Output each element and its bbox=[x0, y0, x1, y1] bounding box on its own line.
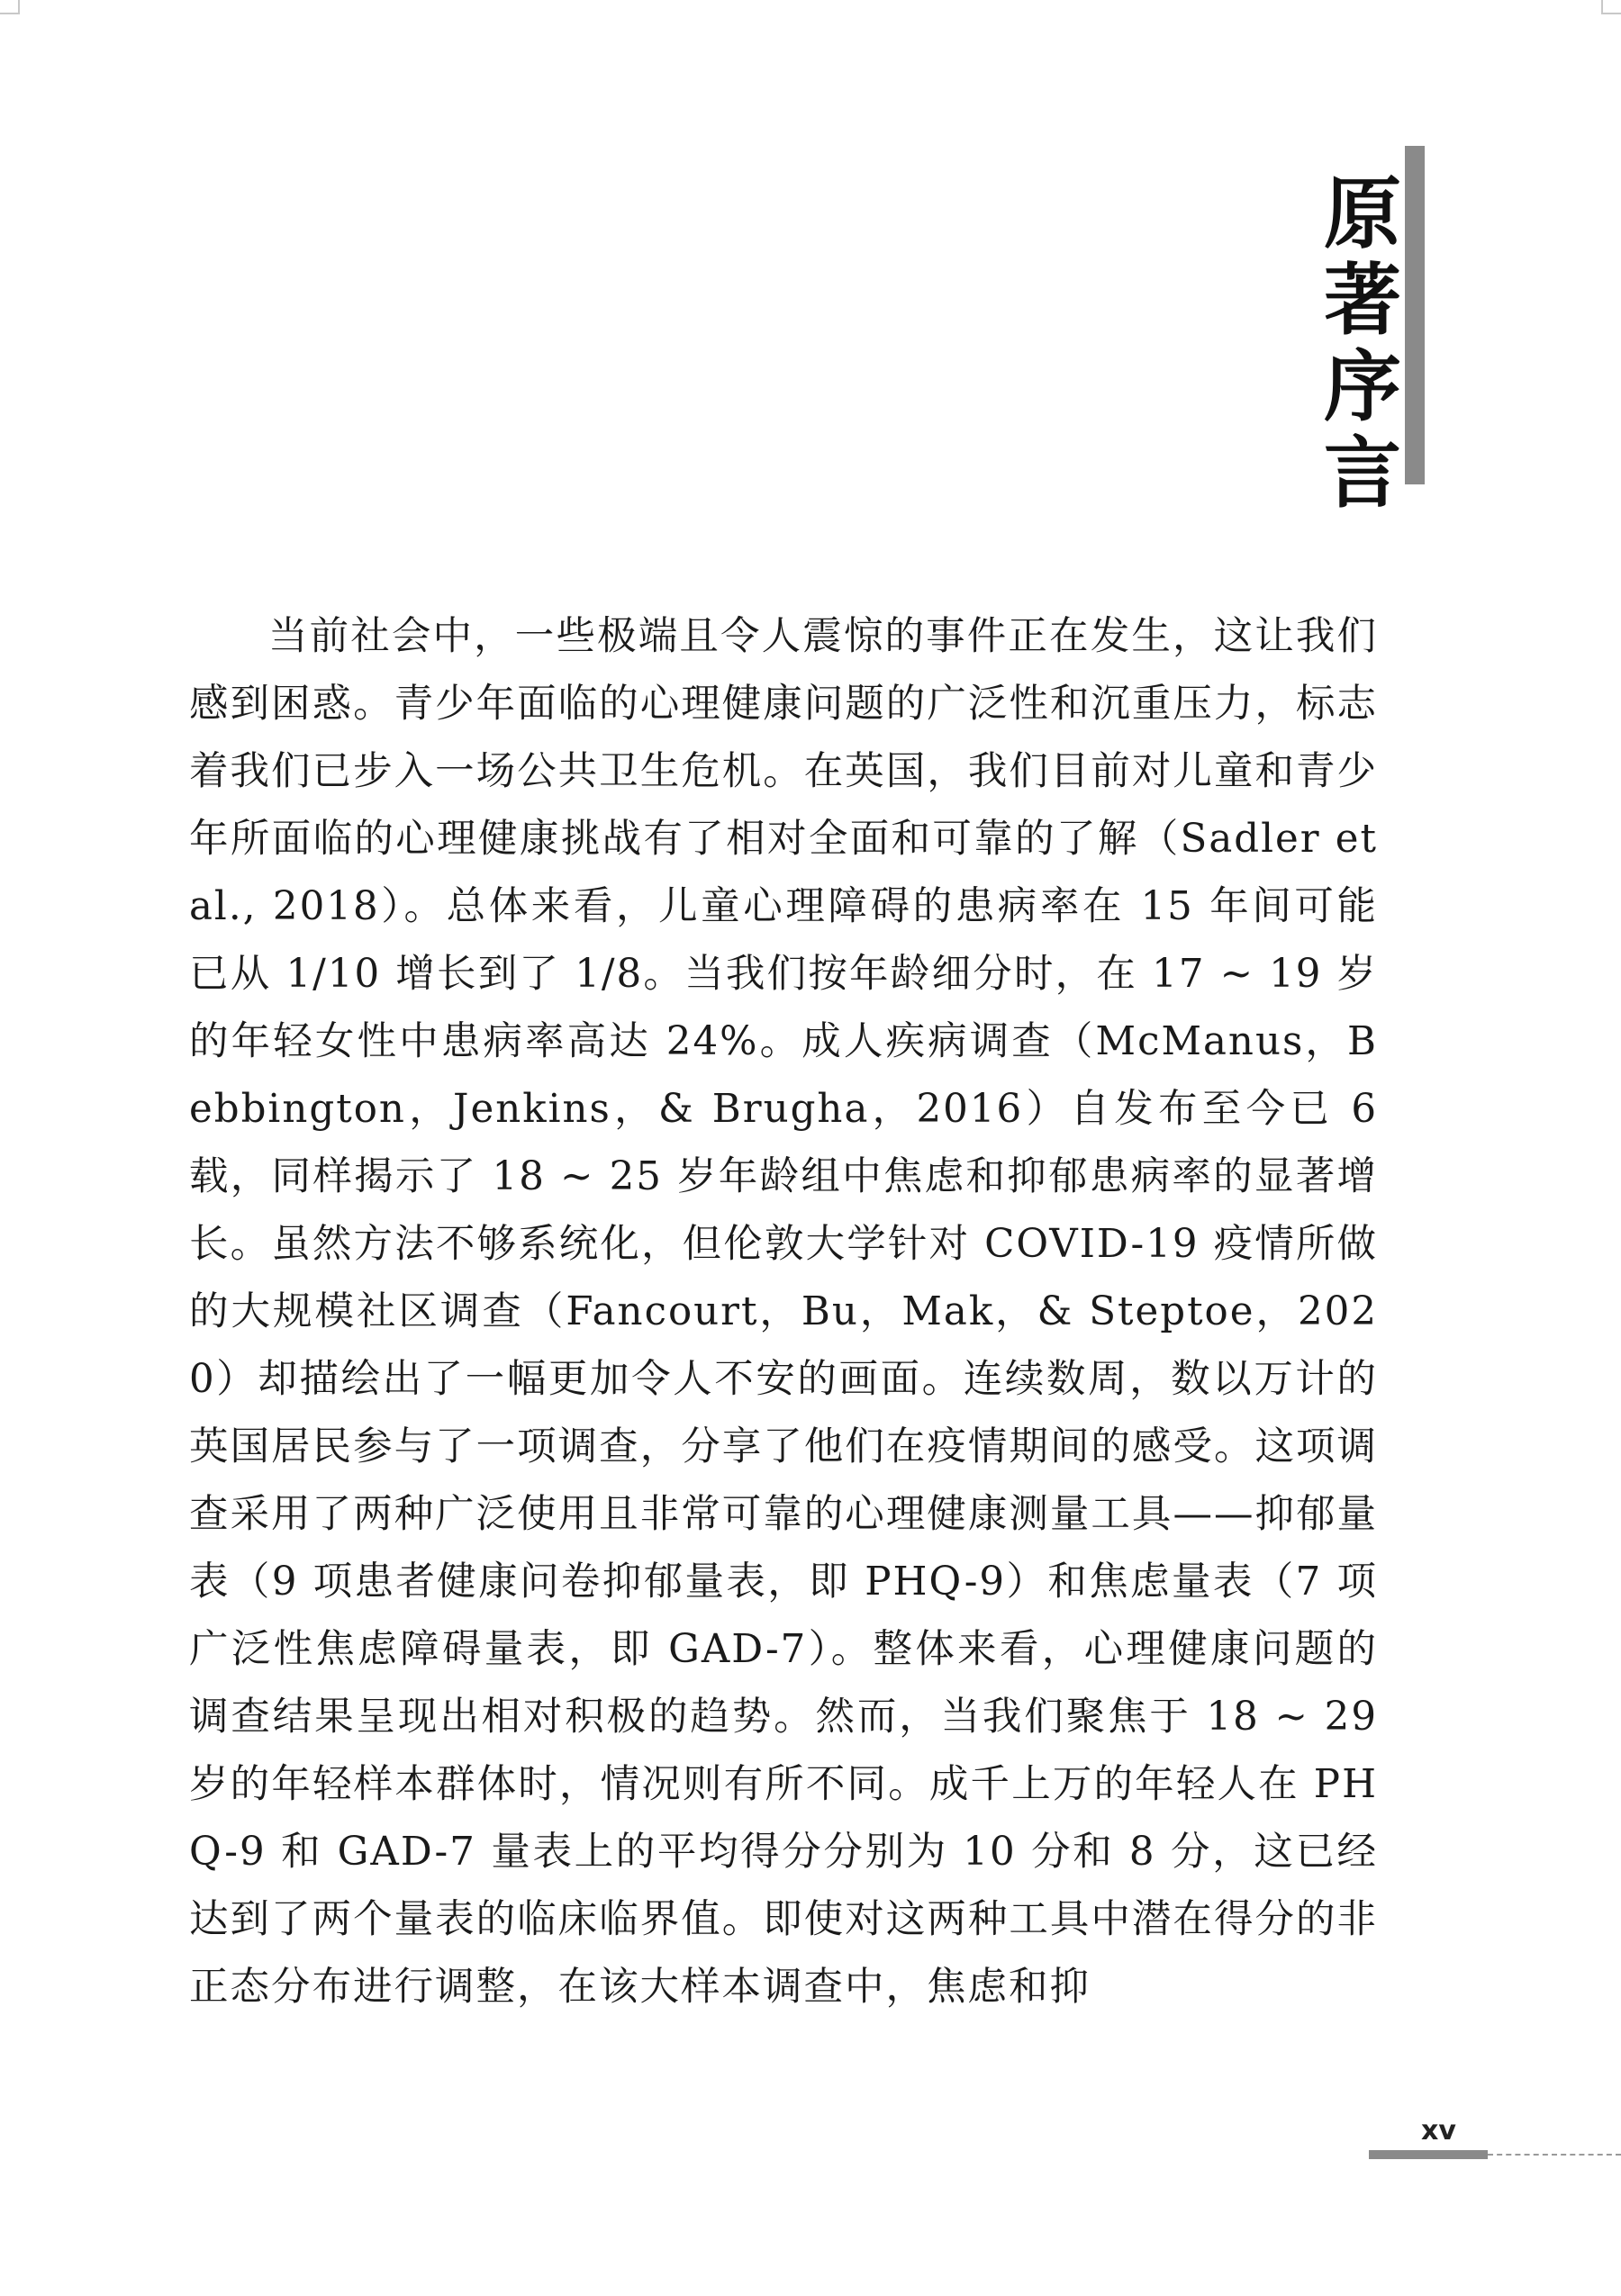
heading-accent-bar bbox=[1405, 146, 1425, 484]
page-number: xv bbox=[1421, 2115, 1456, 2147]
crop-mark-left bbox=[0, 0, 20, 14]
footer-dashed-rule bbox=[1488, 2154, 1621, 2156]
chapter-title: 原著序言 bbox=[1324, 169, 1401, 519]
body-paragraph: 当前社会中，一些极端且令人震惊的事件正在发生，这让我们感到困惑。青少年面临的心理健康问题的广泛性和沉重压力，标志着我们已步入一场公共卫生危机。在英国，我们目前对儿童和青少年所面临的心理健康挑战有了相对全面和可靠的了解（Sadler et al., 2018）。总体来看，儿童心理障碍的患病率在 15 年间可能已从 1/10 增长到了 1/8。当我们按年龄细分时，在 17 ~ 19 岁的年轻女性中患病率高达 24%。成人疾病调查（McManus，Bebbington，Jenkins，& Brugha，2016）自发布至今已 6 载，同样揭示了 18 ~ 25 岁年龄组中焦虑和抑郁患病率的显著增长。虽然方法不够系统化，但伦敦大学针对 COVID-19 疫情所做的大规模社区调查（Fancourt，Bu，Mak，& Steptoe，2020）却描绘出了一幅更加令人不安的画面。连续数周，数以万计的英国居民参与了一项调查，分享了他们在疫情期间的感受。这项调查采用了两种广泛使用且非常可靠的心理健康测量工具——抑郁量表（9 项患者健康问卷抑郁量表，即 PHQ-9）和焦虑量表（7 项广泛性焦虑障碍量表，即 GAD-7）。整体来看，心理健康问题的调查结果呈现出相对积极的趋势。然而，当我们聚焦于 18 ~ 29 岁的年轻样本群体时，情况则有所不同。成千上万的年轻人在 PHQ-9 和 GAD-7 量表上的平均得分分别为 10 分和 8 分，这已经达到了两个量表的临床临界值。即使对这两种工具中潜在得分的非正态分布进行调整，在该大样本调查中，焦虑和抑 bbox=[189, 614, 1378, 2010]
crop-mark-right bbox=[1601, 0, 1621, 14]
footer-accent-bar bbox=[1369, 2150, 1488, 2159]
chapter-heading bbox=[1288, 146, 1504, 519]
page-footer bbox=[1369, 2116, 1621, 2161]
